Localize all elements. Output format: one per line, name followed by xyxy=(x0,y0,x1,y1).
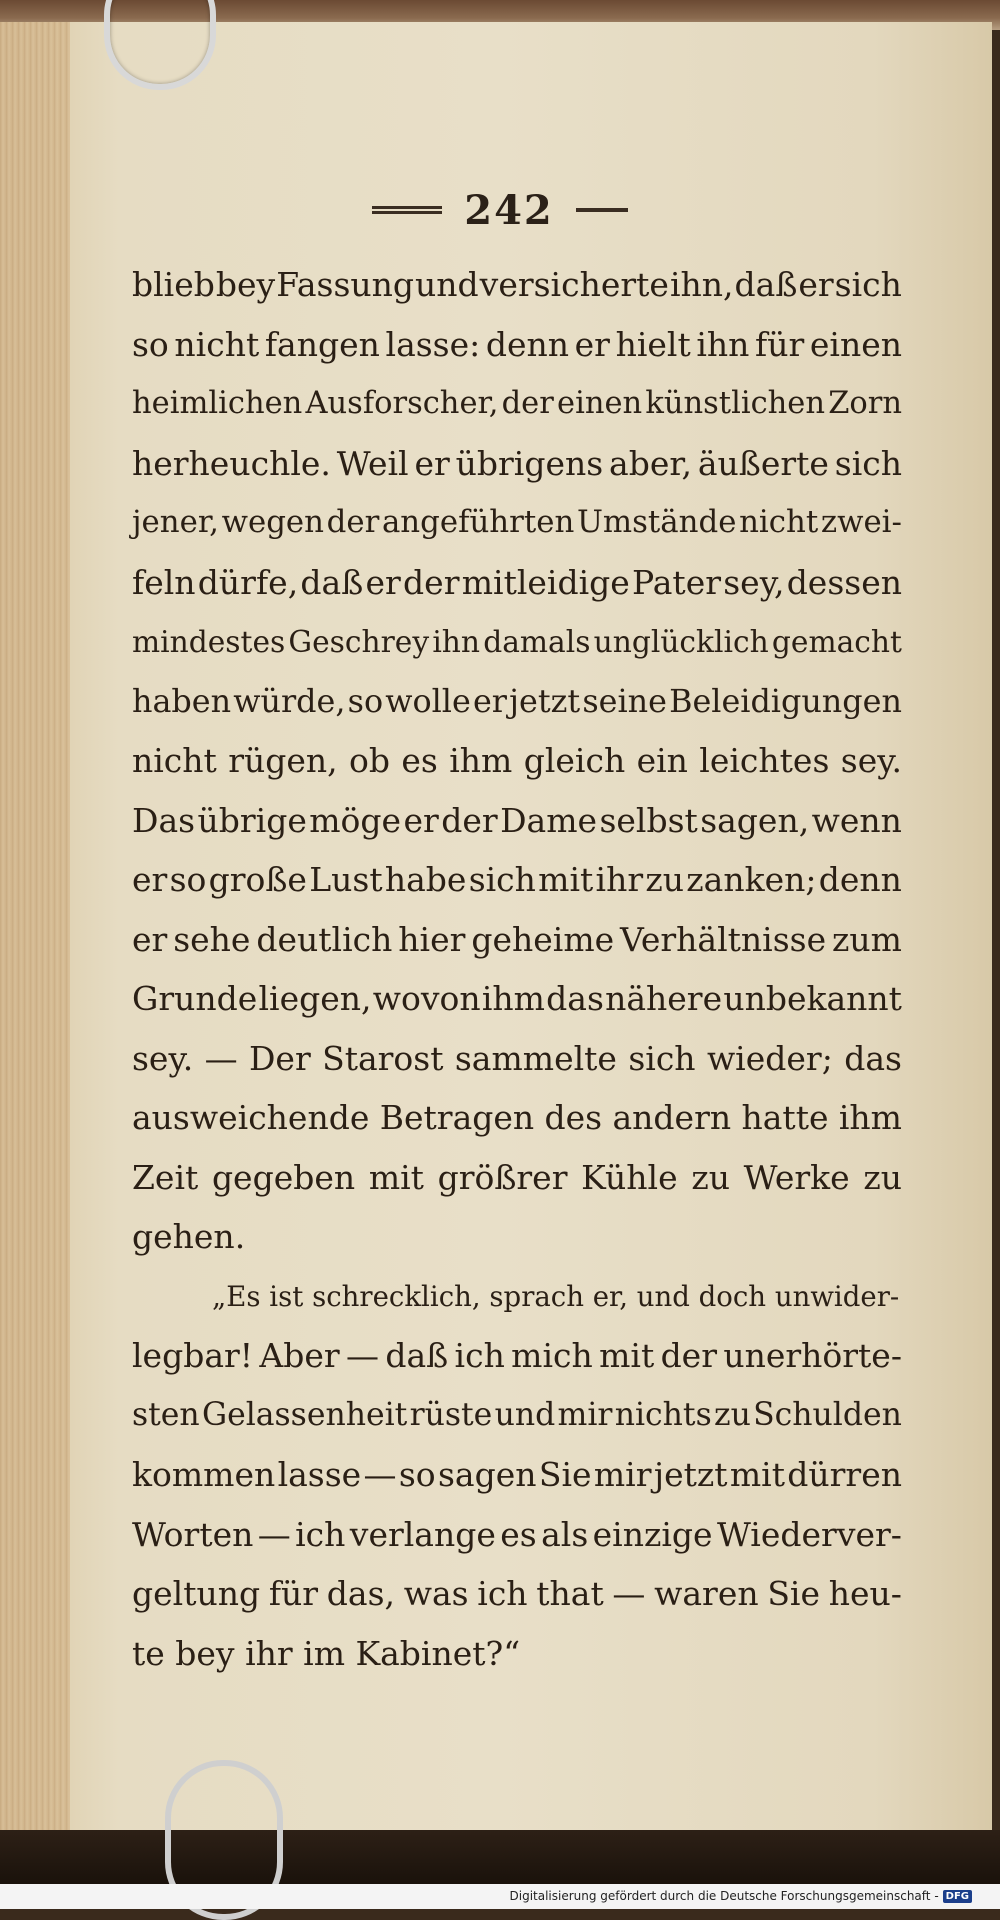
dfg-logo: DFG xyxy=(943,1890,972,1903)
text-line: blieb bey Fassung und versicherte ihn, daß er sich xyxy=(132,265,902,304)
text-line: Grunde liegen, wovon ihm das nähere unbekannt xyxy=(132,979,902,1018)
text-line: te bey ihr im Kabinet?“ xyxy=(132,1633,521,1673)
text-line: „Es ist schrecklich, sprach er, und doch unwider- xyxy=(212,1279,900,1313)
text-line: so nicht fangen lasse: denn er hielt ihn für einen xyxy=(132,324,902,364)
text-line: geltung für das, was ich that — waren Sie heu- xyxy=(132,1574,902,1613)
text-line: kommen lasse — so sagen Sie mir jetzt mit dürren xyxy=(132,1455,902,1494)
text-line: feln dürfe, daß er der mitleidige Pater sey, dessen xyxy=(132,562,902,602)
text-line: er sehe deutlich hier geheime Verhältnisse zum xyxy=(132,919,902,959)
text-line: haben würde, so wolle er jetzt seine Beleidigungen xyxy=(132,682,902,720)
text-line: sten Gelassenheit rüste und mir nichts zu Schulden xyxy=(132,1396,902,1433)
text-line: Zeit gegeben mit größrer Kühle zu Werke zu xyxy=(132,1157,902,1197)
funding-credit-text: Digitalisierung gefördert durch die Deutsche Forschungsgemeinschaft - xyxy=(509,1889,939,1903)
text-line: sey. — Der Starost sammelte sich wieder; das xyxy=(132,1038,902,1078)
page-header xyxy=(340,185,660,235)
funding-credit xyxy=(510,1886,973,1906)
text-line: herheuchle. Weil er übrigens aber, äußerte sich xyxy=(132,443,902,483)
text-line: Worten — ich verlange es als einzige Wiederver- xyxy=(132,1514,902,1554)
text-line: ausweichende Betragen des andern hatte ihm xyxy=(132,1098,902,1137)
text-line: Das übrige möge er der Dame selbst sagen, wenn xyxy=(132,800,902,840)
header-dash-left xyxy=(372,206,442,214)
text-line: legbar! Aber — daß ich mich mit der unerhörte- xyxy=(132,1336,902,1375)
page-stack-edge xyxy=(0,22,70,1840)
book-bottom-edge xyxy=(0,1830,1000,1884)
header-dash-right xyxy=(576,208,628,212)
text-line: jener, wegen der angeführten Umstände nicht zwei- xyxy=(132,504,902,540)
page-text xyxy=(132,255,902,1683)
text-line: gehen. xyxy=(132,1217,246,1256)
text-line: heimlichen Ausforscher, der einen künstlichen Zorn xyxy=(132,386,902,421)
page-number: 242 xyxy=(464,186,554,234)
text-line: mindestes Geschrey ihn damals unglücklich gemacht xyxy=(132,624,902,659)
text-line: er so große Lust habe sich mit ihr zu zanken; denn xyxy=(132,860,902,899)
text-line: nicht rügen, ob es ihm gleich ein leichtes sey. xyxy=(132,741,902,780)
